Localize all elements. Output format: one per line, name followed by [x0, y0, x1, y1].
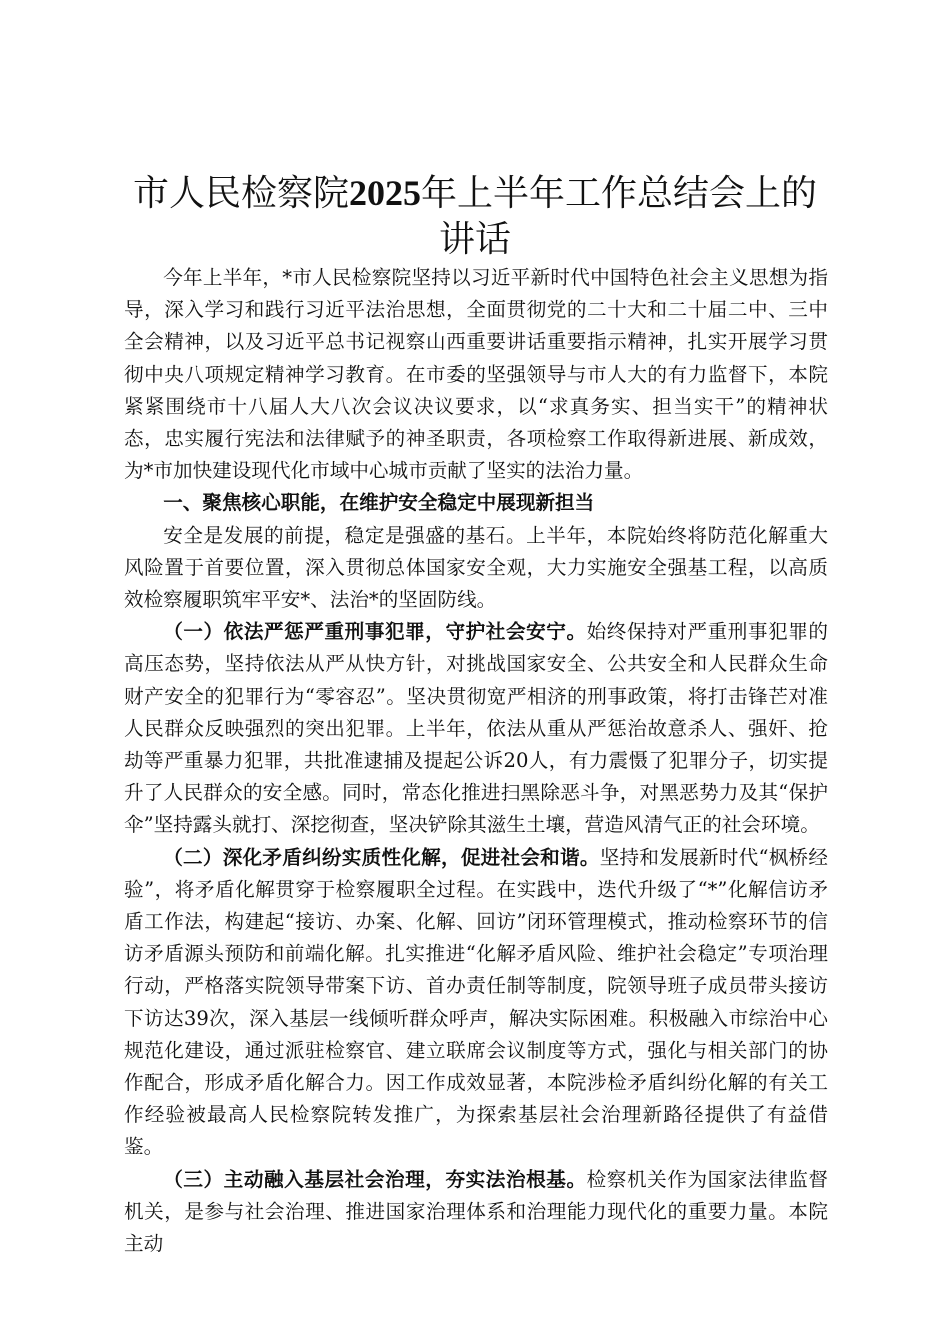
subsection-2-lead: （二）深化矛盾纠纷实质性化解，促进社会和谐。: [163, 845, 600, 869]
section-1-intro-paragraph: 安全是发展的前提，稳定是强盛的基石。上半年，本院始终将防范化解重大风险置于首要位置，深入贯彻总体国家安全观，大力实施安全强基工程，以高质效检察履职筑牢平安*、法治*的坚固防线。: [124, 523, 828, 612]
subsection-2-paragraph: [124, 842, 828, 1164]
subsection-3-lead: （三）主动融入基层社会治理，夯实法治根基。: [163, 1167, 587, 1191]
subsection-1-text: 始终保持对严重刑事犯罪的高压态势，坚持依法从严从快方针，对挑战国家安全、公共安全和人民群众生命财产安全的犯罪行为“零容忍”。坚决贯彻宽严相济的刑事政策，将打击锋芒对准人民群众反映强烈的突出犯罪。上半年，依法从重从严惩治故意杀人、强奸、抢劫等严重暴力犯罪，共批准逮捕及提起公诉20人，有力震慑了犯罪分子，切实提升了人民群众的安全感。同时，常态化推进扫黑除恶斗争，对黑恶势力及其“保护伞”坚持露头就打、深挖彻查，坚决铲除其滋生土壤，营造风清气正的社会环境。: [124, 620, 829, 837]
title-prefix: 市人民检察院: [132, 173, 349, 214]
subsection-1-lead: （一）依法严惩严重刑事犯罪，守护社会安宁。: [163, 620, 587, 644]
subsection-3-paragraph: [124, 1164, 828, 1261]
title-year: 2025: [349, 173, 421, 213]
subsection-2-text: 坚持和发展新时代“枫桥经验”，将矛盾化解贯穿于检察履职全过程。在实践中，迭代升级了“*”化解信访矛盾工作法，构建起“接访、办案、化解、回访”闭环管理模式，推动检察环节的信访矛盾源头预防和前端化解。扎实推进“化解矛盾风险、维护社会稳定”专项治理行动，严格落实院领导带案下访、首办责任制等制度，院领导班子成员带头接访下访达39次，深入基层一线倾听群众呼声，解决实际困难。积极融入市综治中心规范化建设，通过派驻检察官、建立联席会议制度等方式，强化与相关部门的协作配合，形成矛盾化解合力。因工作成效显著，本院涉检矛盾纠纷化解的有关工作经验被最高人民检察院转发推广，为探索基层社会治理新路径提供了有益借鉴。: [124, 845, 828, 1159]
subsection-1-paragraph: [124, 616, 828, 841]
document-title: [120, 170, 830, 263]
intro-paragraph: 今年上半年，*市人民检察院坚持以习近平新时代中国特色社会主义思想为指导，深入学习和践行习近平法治思想，全面贯彻党的二十大和二十届二中、三中全会精神，以及习近平总书记视察山西重要讲话重要指示精神，扎实开展学习贯彻中央八项规定精神学习教育。在市委的坚强领导与市人大的有力监督下，本院紧紧围绕市十八届人大八次会议决议要求，以“求真务实、担当实干”的精神状态，忠实履行宪法和法律赋予的神圣职责，各项检察工作取得新进展、新成效，为*市加快建设现代化市域中心城市贡献了坚实的法治力量。: [124, 266, 828, 483]
section-heading-1: 一、聚焦核心职能，在维护安全稳定中展现新担当: [163, 491, 595, 515]
document-body: [124, 262, 828, 1260]
title-line-2: 讲话: [438, 219, 511, 260]
title-suffix: 年上半年工作总结会上的: [421, 173, 818, 214]
subsection-3-text: 检察机关作为国家法律监督机关，是参与社会治理、推进国家治理体系和治理能力现代化的重要力量。本院主动: [124, 1167, 829, 1256]
